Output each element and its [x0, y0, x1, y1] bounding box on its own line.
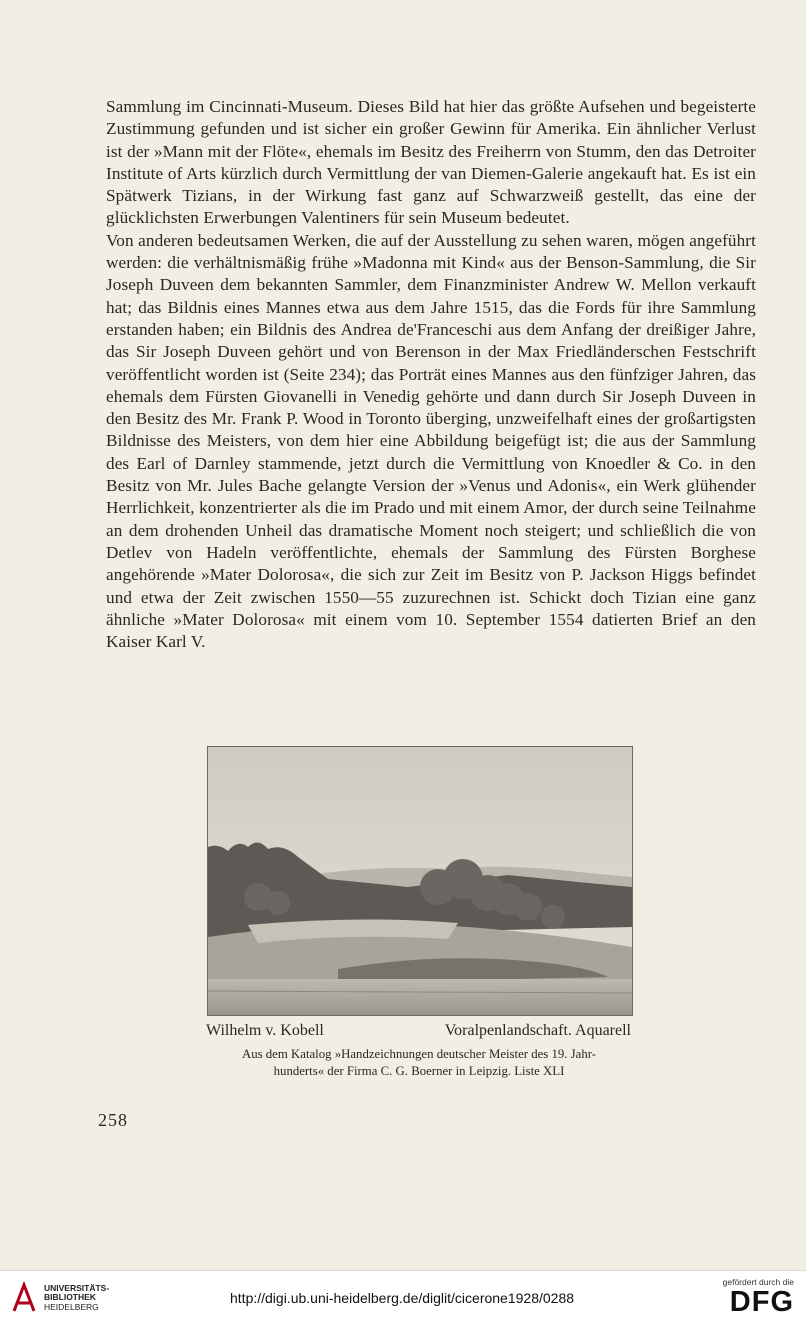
permalink-url[interactable]: http://digi.ub.uni-heidelberg.de/diglit/cicerone1928/0288: [230, 1290, 575, 1306]
dfg-wordmark: DFG: [729, 1286, 794, 1318]
figure-source: [200, 1046, 638, 1080]
heidelberg-seal-icon: [10, 1281, 38, 1315]
paragraph-1: Sammlung im Cincinnati-Museum. Dieses Bild hat hier das größte Aufsehen und begeisterte Zustimmung gefunden und ist sicher ein großer Gewinn für Amerika. Ein ähnlicher Verlust ist der »Mann mit der Flöte«, ehemals im Besitz des Freiherrn von Stumm, den das Detroiter Institute of Arts kürzlich durch Vermittlung der van Diemen-Galerie angekauft hat. Es ist ein Spätwerk Tizians, in der Wirkung fast ganz auf Schwarzweiß gestellt, das eine der glücklichsten Erwerbungen Valentiners für sein Museum bedeutet.: [106, 97, 756, 228]
article-body: [106, 96, 756, 653]
paragraph-2: Von anderen bedeutsamen Werken, die auf der Ausstellung zu sehen waren, mögen angeführt werden: die verhältnismäßig frühe »Madonna mit Kind« aus der Benson-Sammlung, die Sir Joseph Duveen dem bekannten Sammler, dem Finanzminister Andrew W. Mellon verkauft hat; das Bildnis eines Mannes etwa aus dem Jahre 1515, das die Fords für ihre Sammlung erstanden haben; ein Bildnis des Andrea de'Franceschi aus dem Anfang der dreißiger Jahre, das Sir Joseph Duveen gehört und von Berenson in der Max Friedländerschen Festschrift veröffentlicht worden ist (Seite 234); das Porträt eines Mannes aus den fünfziger Jahren, das ehemals dem Fürsten Giovanelli in Venedig gehörte und dann durch Sir Joseph Duveen in den Besitz des Mr. Frank P. Wood in Toronto überging, unzweifelhaft eines der großartigsten Bildnisse des Meisters, von dem hier eine Abbildung beigefügt ist; die aus der Sammlung des Earl of Darnley stammende, jetzt durch die Vermittlung von Knoedler & Co. in den Besitz von Mr. Jules Bache gelangte Version der »Venus und Adonis«, ein Werk glühender Herrlichkeit, konzentrierter als die im Prado und mit einem Amor, der durch seine Teilnahme an dem drohenden Unheil das dramatische Moment noch steigert; und schließlich die von Detlev von Hadeln veröffentlichte, ehemals der Sammlung des Fürsten Borghese angehörende »Mater Dolorosa«, die sich zur Zeit im Besitz von P. Jackson Higgs befindet und etwa der Zeit zwischen 1550—55 zuzurechnen ist. Schickt doch Tizian eine ganz ähnliche »Mater Dolorosa« mit einem vom 10. September 1554 datierten Brief an den Kaiser Karl V.: [106, 230, 756, 652]
figure-source-line-2: hunderts« der Firma C. G. Boerner in Leipzig. Liste XLI: [273, 1064, 565, 1078]
library-name: UNIVERSITÄTS- BIBLIOTHEK HEIDELBERG: [44, 1282, 110, 1312]
funding-label: gefördert durch die: [722, 1277, 794, 1287]
dfg-funding-logo[interactable]: [723, 1277, 794, 1317]
viewer-footer: [0, 1270, 806, 1327]
page-number: 258: [98, 1110, 128, 1130]
landscape-illustration: [207, 746, 633, 1016]
figure-source-line-1: Aus dem Katalog »Handzeichnungen deutscher Meister des 19. Jahr-: [241, 1047, 597, 1061]
watercolor-landscape-image: [208, 747, 632, 1015]
figure-artist: Wilhelm v. Kobell: [206, 1022, 324, 1039]
figure-caption: [206, 1022, 631, 1040]
figure-title: Voralpenlandschaft. Aquarell: [444, 1022, 631, 1039]
university-library-logo[interactable]: [10, 1281, 109, 1315]
